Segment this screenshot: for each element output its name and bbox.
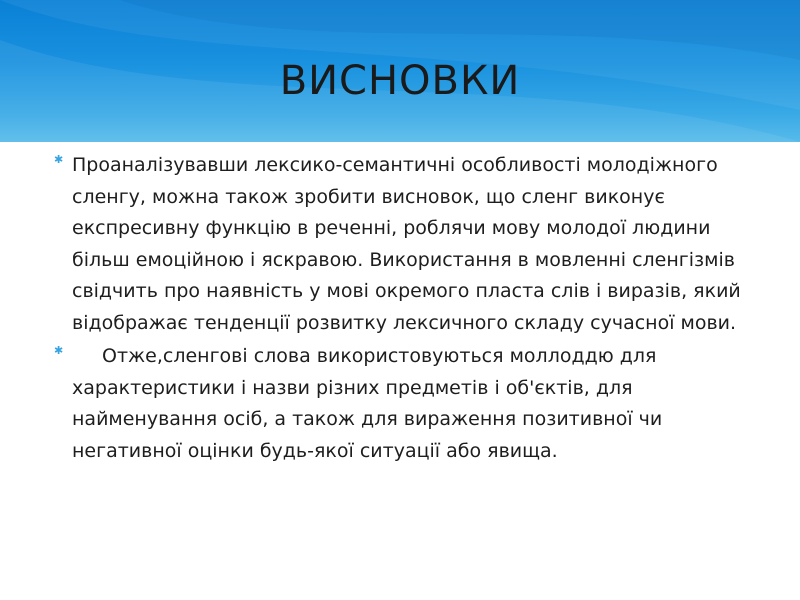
bullet-text-1: Проаналізувавши лексико-семантичні особливості молодіжного сленгу, можна також зробити висновок, що сленг виконує експресивну функцію в реченні, роблячи мову молодої людини більш емоційною і яскравою. Використання в мовленні сленгізмів свідчить про наявність у мові окремого пласта слів і виразів, який відображає тенденції розвитку лексичного складу сучасної мови.	[72, 154, 741, 334]
bullet-item-2	[48, 341, 768, 467]
bullet-text-2: Отже,сленгові слова використовуються моллоддю для характеристики і назви різних предметів і об'єктів, для найменування осіб, а також для вираження позитивної чи негативної оцінки будь-якої ситуації або явища.	[72, 345, 663, 462]
header-band	[0, 0, 800, 142]
star-bullet-icon: ✱	[54, 344, 64, 357]
star-bullet-icon: ✱	[54, 153, 64, 166]
bullet-item-1	[48, 150, 768, 339]
slide-content	[48, 150, 768, 469]
slide-title: ВИСНОВКИ	[279, 58, 521, 104]
